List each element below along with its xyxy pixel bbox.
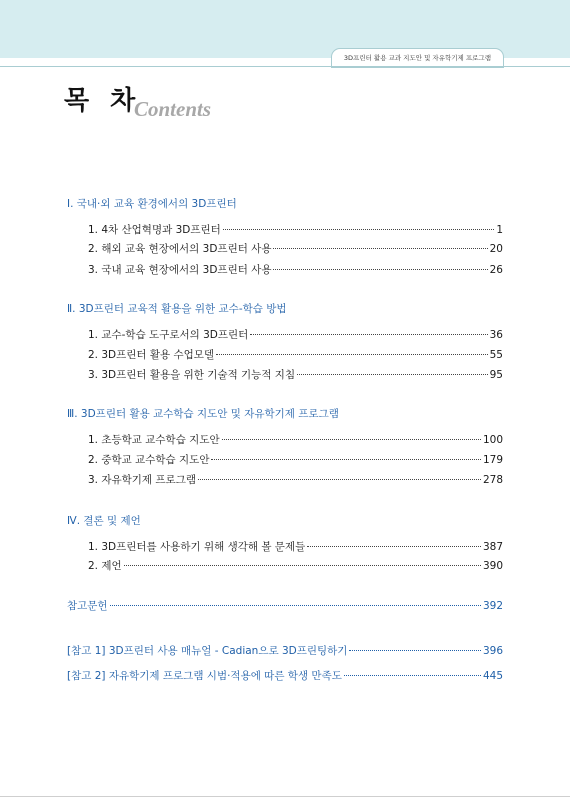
toc-entry-page: 396 xyxy=(482,645,503,657)
leader-dots xyxy=(124,564,481,566)
toc-entry-text: 3. 국내 교육 현장에서의 3D프린터 사용 xyxy=(88,264,272,276)
leader-dots xyxy=(216,353,488,355)
toc-entry-text: 1. 3D프린터를 사용하기 위해 생각해 볼 문제들 xyxy=(88,541,306,553)
toc-entry-text: 3. 자유학기제 프로그램 xyxy=(88,474,196,486)
leader-dots xyxy=(222,438,481,440)
toc-entry-page: 95 xyxy=(489,369,503,381)
section-title: Ⅱ. 3D프린터 교육적 활용을 위한 교수-학습 방법 xyxy=(67,303,287,315)
toc-entry-text: 2. 3D프린터 활용 수업모델 xyxy=(88,349,215,361)
toc-entry-page: 20 xyxy=(489,243,503,255)
toc-entry[interactable] xyxy=(88,327,503,342)
page-title: 목 차 xyxy=(64,86,142,116)
toc-entry-page: 278 xyxy=(482,474,503,486)
toc-entry[interactable] xyxy=(88,558,503,573)
leader-dots xyxy=(198,478,481,480)
toc-entry[interactable] xyxy=(88,347,503,362)
toc-entry-page: 26 xyxy=(489,264,503,276)
leader-dots xyxy=(344,674,481,676)
toc-entry-page: 387 xyxy=(482,541,503,553)
toc-entry[interactable] xyxy=(88,539,503,554)
toc-entry-text: 참고문헌 xyxy=(67,600,108,612)
toc-entry-text: 3. 3D프린터 활용을 위한 기술적 기능적 지침 xyxy=(88,369,296,381)
leader-dots xyxy=(273,247,487,249)
footer-divider xyxy=(0,796,570,797)
toc-entry-page: 179 xyxy=(482,454,503,466)
running-header: 3D프린터 활용 교과 지도안 및 자유학기제 프로그램 xyxy=(331,48,504,68)
toc-entry[interactable] xyxy=(88,432,503,447)
toc-entry-text: 2. 중학교 교수학습 지도안 xyxy=(88,454,210,466)
toc-entry[interactable] xyxy=(88,222,503,237)
section-title: Ⅳ. 결론 및 제언 xyxy=(67,515,141,527)
toc-entry-text: 1. 초등학교 교수학습 지도안 xyxy=(88,434,220,446)
leader-dots xyxy=(110,604,481,606)
toc-entry[interactable] xyxy=(88,262,503,277)
leader-dots xyxy=(250,333,487,335)
toc-entry-text: [참고 1] 3D프린터 사용 매뉴얼 - Cadian으로 3D프린팅하기 xyxy=(67,645,348,657)
toc-entry-references[interactable] xyxy=(67,598,503,613)
toc-entry-text: 1. 교수-학습 도구로서의 3D프린터 xyxy=(88,329,249,341)
toc-entry[interactable] xyxy=(88,452,503,467)
toc-entry-page: 390 xyxy=(482,560,503,572)
leader-dots xyxy=(211,458,480,460)
section-title: Ⅲ. 3D프린터 활용 교수학습 지도안 및 자유학기제 프로그램 xyxy=(67,408,339,420)
section-title: Ⅰ. 국내·외 교육 환경에서의 3D프린터 xyxy=(67,198,237,210)
toc-entry-text: [참고 2] 자유학기제 프로그램 시범·적용에 따른 학생 만족도 xyxy=(67,670,342,682)
leader-dots xyxy=(297,373,488,375)
toc-entry-page: 1 xyxy=(496,224,503,236)
toc-entry[interactable] xyxy=(88,367,503,382)
leader-dots xyxy=(307,545,481,547)
toc-entry-appendix[interactable] xyxy=(67,668,503,683)
toc-entry[interactable] xyxy=(88,241,503,256)
toc-entry[interactable] xyxy=(88,472,503,487)
toc-entry-page: 392 xyxy=(482,600,503,612)
toc-entry-text: 2. 해외 교육 현장에서의 3D프린터 사용 xyxy=(88,243,272,255)
toc-entry-page: 55 xyxy=(489,349,503,361)
toc-entry-appendix[interactable] xyxy=(67,643,503,658)
toc-entry-text: 1. 4차 산업혁명과 3D프린터 xyxy=(88,224,221,236)
toc-entry-text: 2. 제언 xyxy=(88,560,122,572)
toc-entry-page: 100 xyxy=(482,434,503,446)
toc-entry-page: 445 xyxy=(482,670,503,682)
leader-dots xyxy=(223,228,495,230)
page-subtitle: Contents xyxy=(134,97,212,121)
leader-dots xyxy=(349,649,481,651)
leader-dots xyxy=(273,268,487,270)
toc-entry-page: 36 xyxy=(489,329,503,341)
